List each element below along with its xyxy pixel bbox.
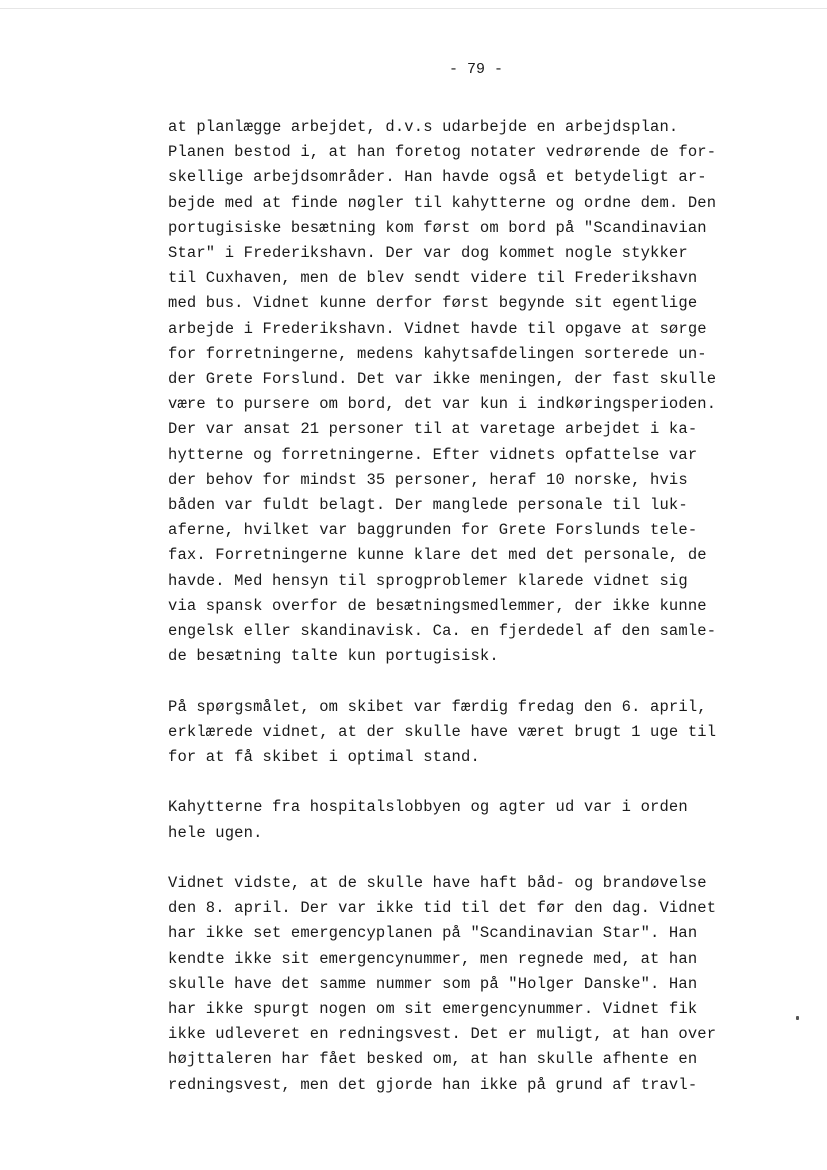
text-line: at planlægge arbejdet, d.v.s udarbejde en arbejdsplan.	[168, 118, 679, 136]
text-line: aferne, hvilket var baggrunden for Grete Forslunds tele-	[168, 521, 698, 540]
scan-top-edge	[0, 8, 827, 9]
text-line: Star" i Frederikshavn. Der var dog kommet nogle stykker	[168, 244, 688, 263]
text-line: via spansk overfor de besætningsmedlemmer, der ikke kunne	[168, 596, 707, 615]
text-line: havde. Med hensyn til sprogproblemer klarede vidnet sig	[168, 571, 688, 590]
text-line: Der var ansat 21 personer til at varetage arbejdet i ka-	[168, 420, 698, 439]
text-line: har ikke spurgt nogen om sit emergencynummer. Vidnet fik	[168, 1000, 698, 1019]
paragraph	[168, 695, 818, 771]
text-line: redningsvest, men det gjorde han ikke på grund af travl-	[168, 1075, 698, 1094]
text-line: for at få skibet i optimal stand.	[168, 748, 480, 767]
text-line: for forretningerne, medens kahytsafdelingen sorterede un-	[168, 344, 707, 363]
text-line: engelsk eller skandinavisk. Ca. en fjerdedel af den samle-	[168, 622, 717, 641]
text-line: til Cuxhaven, men de blev sendt videre til Frederikshavn	[168, 269, 698, 288]
text-line: arbejde i Frederikshavn. Vidnet havde til opgave at sørge	[168, 319, 707, 338]
document-body	[168, 115, 818, 1123]
text-line: skulle have det samme nummer som på "Holger Danske". Han	[168, 974, 698, 993]
text-line: være to pursere om bord, det var kun i indkøringsperioden.	[168, 395, 717, 414]
text-line: der Grete Forslund. Det var ikke meningen, der fast skulle	[168, 370, 717, 389]
paragraph	[168, 795, 818, 845]
text-line: fax. Forretningerne kunne klare det med det personale, de	[168, 546, 707, 565]
text-line: Planen bestod i, at han foretog notater vedrørende de for-	[168, 143, 717, 162]
paragraph	[168, 871, 818, 1098]
text-line: skellige arbejdsområder. Han havde også et betydeligt ar-	[168, 168, 707, 187]
text-line: På spørgsmålet, om skibet var færdig fredag den 6. april,	[168, 697, 707, 716]
text-line: den 8. april. Der var ikke tid til det før den dag. Vidnet	[168, 899, 717, 918]
text-line: kendte ikke sit emergencynummer, men regnede med, at han	[168, 949, 698, 968]
paragraph	[168, 115, 818, 669]
text-line: der behov for mindst 35 personer, heraf 10 norske, hvis	[168, 470, 688, 489]
text-line: højttaleren har fået besked om, at han skulle afhente en	[168, 1050, 698, 1069]
text-line: Kahytterne fra hospitalslobbyen og agter ud var i orden	[168, 798, 688, 817]
text-line: båden var fuldt belagt. Der manglede personale til luk-	[168, 496, 688, 515]
text-line: hele ugen.	[168, 823, 263, 842]
scan-speck	[796, 1016, 799, 1020]
text-line: portugisiske besætning kom først om bord på "Scandinavian	[168, 218, 707, 237]
text-line: erklærede vidnet, at der skulle have været brugt 1 uge til	[168, 722, 717, 741]
page-number: - 79 -	[448, 61, 503, 78]
text-line: bejde med at finde nøgler til kahytterne og ordne dem. Den	[168, 193, 717, 212]
text-line: hytterne og forretningerne. Efter vidnets opfattelse var	[168, 445, 698, 464]
text-line: med bus. Vidnet kunne derfor først begynde sit egentlige	[168, 294, 698, 313]
text-line: de besætning talte kun portugisisk.	[168, 647, 499, 666]
text-line: Vidnet vidste, at de skulle have haft båd- og brandøvelse	[168, 874, 707, 893]
text-line: har ikke set emergencyplanen på "Scandinavian Star". Han	[168, 924, 698, 943]
text-line: ikke udleveret en redningsvest. Det er muligt, at han over	[168, 1025, 717, 1044]
